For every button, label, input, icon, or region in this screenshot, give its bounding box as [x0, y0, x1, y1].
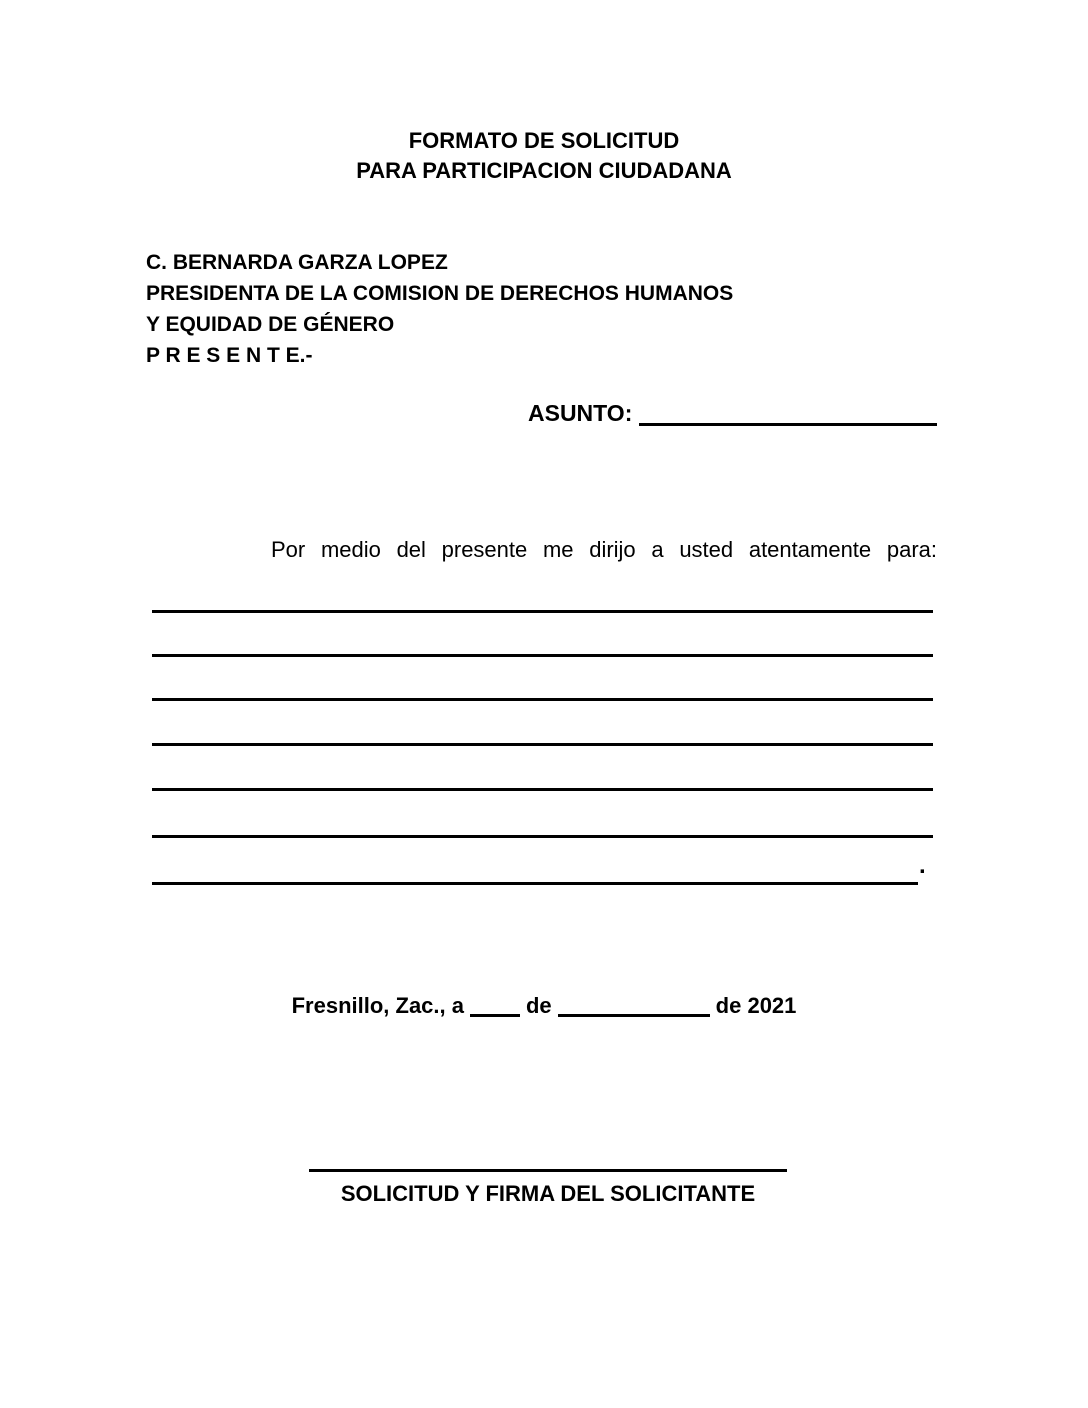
writing-line [152, 882, 918, 885]
addressee-block [146, 247, 733, 371]
addressee-name: C. BERNARDA GARZA LOPEZ [146, 251, 448, 274]
addressee-title-line2: Y EQUIDAD DE GÉNERO [146, 313, 395, 336]
form-title-line2: PARA PARTICIPACION CIUDADANA [356, 158, 732, 183]
writing-line [152, 743, 933, 746]
writing-line [152, 835, 933, 838]
body-intro-text: Por medio del presente me dirijo a usted atentamente para: [271, 537, 937, 562]
subject-blank-line [639, 423, 937, 426]
subject-row [528, 400, 937, 427]
trailing-period: . [919, 852, 926, 879]
form-title-line1: FORMATO DE SOLICITUD [408, 128, 680, 153]
form-title [0, 126, 1088, 186]
writing-line [152, 654, 933, 657]
addressee-title-line1: PRESIDENTA DE LA COMISION DE DERECHOS HUMANOS [146, 282, 734, 305]
writing-line [152, 788, 933, 791]
date-month-blank [558, 1004, 710, 1017]
addressee-presente: P R E S E N T E.- [146, 344, 313, 367]
writing-line [152, 698, 933, 701]
date-year-suffix: de 2021 [715, 993, 797, 1018]
writing-line [152, 610, 933, 613]
date-prefix: Fresnillo, Zac., a [291, 993, 464, 1018]
signature-caption: SOLICITUD Y FIRMA DEL SOLICITANTE [340, 1181, 756, 1206]
date-connector: de [525, 993, 552, 1018]
date-day-blank [470, 1004, 520, 1017]
signature-line [309, 1169, 787, 1172]
subject-label: ASUNTO: [528, 400, 633, 426]
date-line [0, 992, 1088, 1020]
